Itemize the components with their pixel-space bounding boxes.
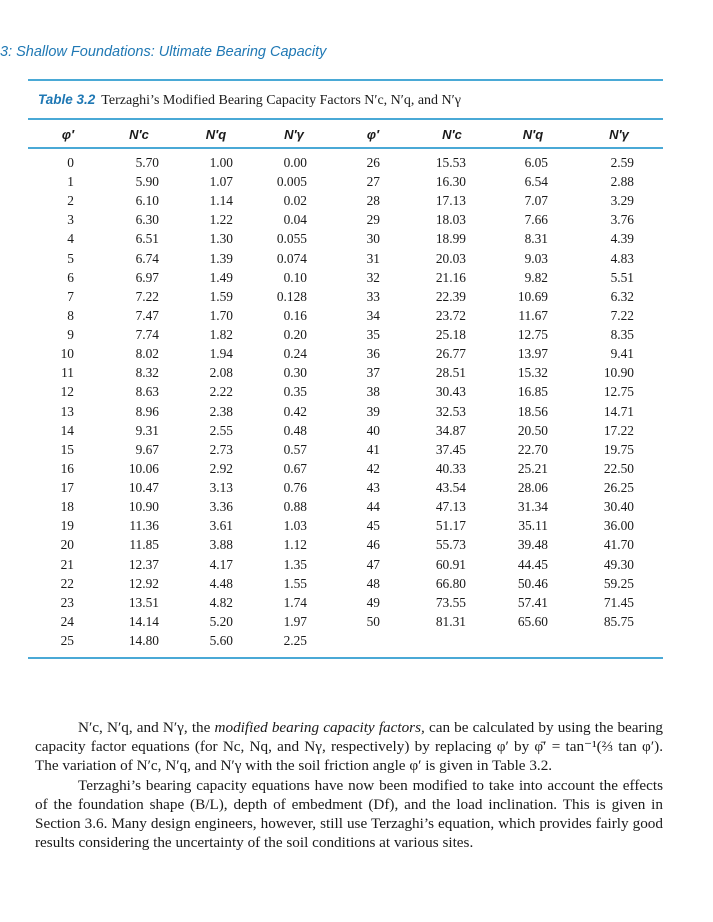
table-cell: 9.82 — [524, 269, 548, 285]
table-cell: 23 — [60, 594, 74, 610]
table-cell: 14.80 — [128, 633, 159, 648]
table-cell: 29 — [366, 212, 380, 228]
header-bottom-rule — [28, 147, 663, 149]
table-cell: 1.35 — [283, 556, 307, 572]
table-cell: 44.45 — [517, 556, 548, 572]
header-nc-left: N′c — [129, 127, 149, 142]
table-cell: 33 — [366, 288, 380, 304]
table-cell: 6.30 — [135, 212, 159, 228]
table-cell: 0.57 — [283, 441, 307, 457]
table-cell: 28 — [366, 193, 380, 209]
header-nq-left: N′q — [205, 127, 227, 142]
table-cell: 12.75 — [517, 327, 548, 343]
table-cell: 7.22 — [610, 307, 634, 323]
table-cell: 1.82 — [209, 327, 233, 343]
table-caption — [38, 92, 461, 109]
table-cell: 48 — [366, 575, 380, 591]
table-cell: 1.07 — [209, 174, 233, 190]
table-cell: 11.67 — [518, 307, 548, 323]
table-cell: 2.73 — [209, 441, 233, 457]
table-cell: 2.08 — [209, 365, 233, 381]
table-cell: 43 — [366, 480, 380, 496]
table-cell: 27 — [366, 174, 380, 190]
table-cell: 4.82 — [209, 594, 233, 610]
table-cell: 51.17 — [435, 518, 466, 534]
table-cell: 1.39 — [209, 250, 233, 266]
table-cell: 40 — [366, 422, 380, 438]
table-cell: 59.25 — [603, 575, 634, 591]
table-cell: 25.21 — [517, 460, 548, 476]
table-cell: 9.67 — [135, 441, 159, 457]
table-cell: 1.49 — [209, 269, 233, 285]
table-cell: 0.10 — [283, 269, 307, 285]
table-cell: 18.03 — [435, 212, 466, 228]
table-cell: 36 — [366, 346, 380, 362]
table-cell: 19 — [60, 518, 74, 534]
table-cell: 35.11 — [518, 518, 548, 534]
table-cell: 22.70 — [517, 441, 548, 457]
table-cell: 22.50 — [603, 460, 634, 476]
table-cell: 6.97 — [135, 269, 159, 285]
table-cell: 17.13 — [435, 193, 466, 209]
table-cell: 1 — [67, 174, 74, 190]
table-cell: 36.00 — [603, 518, 634, 534]
table-cell: 1.94 — [209, 346, 233, 362]
table-cell: 4 — [67, 231, 74, 247]
table-cell: 10.90 — [603, 365, 634, 381]
table-cell: 11 — [61, 365, 74, 381]
header-top-rule — [28, 118, 663, 120]
table-cell: 1.22 — [209, 212, 233, 228]
table-cell: 1.97 — [283, 613, 307, 629]
table-cell: 14.14 — [128, 613, 159, 629]
table-bottom-rule — [28, 657, 663, 659]
table-cell: 1.74 — [283, 594, 307, 610]
table-cell: 3 — [67, 212, 74, 228]
table-cell: 81.31 — [435, 613, 466, 629]
table-cell: 47.13 — [435, 499, 466, 515]
table-cell: 0.42 — [283, 403, 307, 419]
table-cell: 15 — [60, 441, 74, 457]
table-cell: 0.20 — [283, 327, 307, 343]
table-cell: 10.06 — [128, 460, 159, 476]
table-cell: 38 — [366, 384, 380, 400]
table-cell: 4.17 — [209, 556, 233, 572]
table-cell: 1.00 — [209, 155, 233, 170]
table-cell: 10.90 — [128, 499, 159, 515]
table-cell: 13 — [60, 403, 74, 419]
table-cell: 12.92 — [128, 575, 159, 591]
table-cell: 7.22 — [135, 288, 159, 304]
table-cell: 0.005 — [276, 174, 307, 190]
table-cell: 3.36 — [209, 499, 233, 515]
table-cell: 65.60 — [517, 613, 548, 629]
table-cell: 5.70 — [135, 155, 159, 170]
header-nq-right: N′q — [522, 127, 544, 142]
table-cell: 55.73 — [435, 537, 466, 553]
table-cell: 49.30 — [603, 556, 634, 572]
table-cell: 6.10 — [135, 193, 159, 209]
header-ngamma-left: N′γ — [284, 127, 304, 142]
header-phi-right: φ′ — [366, 127, 380, 142]
table-cell: 73.55 — [435, 594, 466, 610]
table-cell: 45 — [366, 518, 380, 534]
table-cell: 0.128 — [276, 288, 307, 304]
table-cell: 5 — [67, 250, 74, 266]
table-cell: 43.54 — [435, 480, 466, 496]
table-cell: 5.60 — [209, 633, 233, 648]
table-cell: 32.53 — [435, 403, 466, 419]
body-text — [35, 718, 663, 852]
table-cell: 26.25 — [603, 480, 634, 496]
table-cell: 3.88 — [209, 537, 233, 553]
table-cell: 7.74 — [135, 327, 159, 343]
table-cell: 2.38 — [209, 403, 233, 419]
table-cell: 44 — [366, 499, 380, 515]
table-cell: 41 — [366, 441, 380, 457]
table-cell: 6.54 — [524, 174, 548, 190]
table-cell: 30 — [366, 231, 380, 247]
table-cell: 23.72 — [435, 307, 466, 323]
table-cell: 46 — [366, 537, 380, 553]
table-cell: 8.32 — [135, 365, 159, 381]
table-cell: 0.30 — [283, 365, 307, 381]
table-cell: 9 — [67, 327, 74, 343]
table-cell: 4.83 — [610, 250, 634, 266]
table-cell: 18.99 — [435, 231, 466, 247]
table-cell: 5.90 — [135, 174, 159, 190]
table-cell: 22.39 — [435, 288, 466, 304]
table-cell: 9.31 — [135, 422, 159, 438]
table-cell: 66.80 — [435, 575, 466, 591]
table-cell: 25.18 — [435, 327, 466, 343]
table-cell: 1.30 — [209, 231, 233, 247]
table-cell: 4.39 — [610, 231, 634, 247]
table-cell: 21.16 — [435, 269, 466, 285]
table-cell: 1.03 — [283, 518, 307, 534]
table-cell: 8.63 — [135, 384, 159, 400]
table-cell: 34 — [366, 307, 380, 323]
table-cell: 7.47 — [135, 307, 159, 323]
table-cell: 37.45 — [435, 441, 466, 457]
table-cell: 14.71 — [603, 403, 634, 419]
table-cell: 5.20 — [209, 613, 233, 629]
table-cell: 50.46 — [517, 575, 548, 591]
table-cell: 18 — [60, 499, 74, 515]
header-ngamma-right: N′γ — [609, 127, 629, 142]
table-number: Table 3.2 — [38, 92, 96, 107]
table-cell: 0.074 — [276, 250, 307, 266]
table-cell: 39.48 — [517, 537, 548, 553]
table-cell: 6.32 — [610, 288, 634, 304]
table-title: Terzaghi’s Modified Bearing Capacity Factors N′c, N′q, and N′γ — [101, 93, 461, 108]
table-cell: 1.70 — [209, 307, 233, 323]
table-cell: 0.76 — [283, 480, 307, 496]
table-cell: 3.76 — [610, 212, 634, 228]
table-cell: 8.31 — [524, 231, 548, 247]
table-cell: 8.35 — [610, 327, 634, 343]
table-cell: 57.41 — [517, 594, 548, 610]
table-cell: 0.00 — [283, 155, 307, 170]
table-cell: 16.30 — [435, 174, 466, 190]
table-cell: 9.03 — [524, 250, 548, 266]
table-cell: 1.59 — [209, 288, 233, 304]
table-cell: 50 — [366, 613, 380, 629]
table-cell: 47 — [366, 556, 380, 572]
table-cell: 13.97 — [517, 346, 548, 362]
paragraph-1: N′c, N′q, and N′γ, the modified bearing capacity factors, can be calculated by using the bearing capacity factor equations (for Nc, Nq, and Nγ, respectively) by replacing φ′ by φ̄′ = tan⁻¹(⅔ tan φ′). The variation of N′c, N′q, and N′γ with the soil friction angle φ′ is given in Table 3.2. — [35, 719, 664, 775]
table-cell: 6.05 — [524, 155, 548, 170]
table-cell: 7.66 — [524, 212, 548, 228]
table-cell: 18.56 — [517, 403, 548, 419]
table-cell: 10.47 — [128, 480, 159, 496]
table-cell: 2.88 — [610, 174, 634, 190]
table-cell: 11.36 — [129, 518, 159, 534]
table-cell: 10 — [60, 346, 74, 362]
table-cell: 6 — [67, 269, 74, 285]
table-cell: 25 — [60, 633, 74, 648]
table-cell: 26.77 — [435, 346, 466, 362]
table-cell: 8.96 — [135, 403, 159, 419]
table-cell: 2.92 — [209, 460, 233, 476]
table-cell: 42 — [366, 460, 380, 476]
table-cell: 15.53 — [435, 155, 466, 170]
table-cell: 5.51 — [610, 269, 634, 285]
table-cell: 20.50 — [517, 422, 548, 438]
table-cell: 6.51 — [135, 231, 159, 247]
table-cell: 9.41 — [610, 346, 634, 362]
table-cell: 0.055 — [276, 231, 307, 247]
table-cell: 2.22 — [209, 384, 233, 400]
table-cell: 30.40 — [603, 499, 634, 515]
table-cell: 32 — [366, 269, 380, 285]
table-cell: 40.33 — [435, 460, 466, 476]
table-cell: 7 — [67, 288, 74, 304]
paragraph-2: Terzaghi’s bearing capacity equations have now been modified to take into account the effects of the foundation shape (B/L), depth of embedment (Df), and the load inclination. This is given in Section 3.6. Many design engineers, however, still use Terzaghi’s equation, which provides fairly good results considering the uncertainty of the soil conditions at various sites. — [35, 776, 663, 852]
table-cell: 49 — [366, 594, 380, 610]
table-cell: 35 — [366, 327, 380, 343]
header-nc-right: N′c — [442, 127, 462, 142]
top-rule — [28, 79, 663, 81]
table-cell: 31.34 — [517, 499, 548, 515]
table-cell: 0.04 — [283, 212, 307, 228]
table-cell: 85.75 — [603, 613, 634, 629]
table-cell: 0.67 — [283, 460, 307, 476]
table-cell: 20.03 — [435, 250, 466, 266]
table-cell: 2.59 — [610, 155, 634, 170]
table-cell: 11.85 — [129, 537, 159, 553]
table-cell: 4.48 — [209, 575, 233, 591]
table-cell: 12.37 — [128, 556, 159, 572]
table-cell: 0.48 — [283, 422, 307, 438]
table-cell: 34.87 — [435, 422, 466, 438]
table-cell: 26 — [366, 155, 380, 170]
table-cell: 1.14 — [209, 193, 233, 209]
table-cell: 3.29 — [610, 193, 634, 209]
table-cell: 1.55 — [283, 575, 307, 591]
table-cell: 2.55 — [209, 422, 233, 438]
table-cell: 21 — [60, 556, 74, 572]
table-cell: 2.25 — [283, 633, 307, 648]
table-cell: 14 — [60, 422, 74, 438]
table-cell: 17 — [60, 480, 74, 496]
table-cell: 0.35 — [283, 384, 307, 400]
table-cell: 0.88 — [283, 499, 307, 515]
table-cell: 2 — [67, 193, 74, 209]
table-cell: 28.06 — [517, 480, 548, 496]
table-cell: 22 — [60, 575, 74, 591]
table-cell: 31 — [366, 250, 380, 266]
table-cell: 37 — [366, 365, 380, 381]
table-cell: 0 — [67, 155, 74, 170]
table-cell: 3.61 — [209, 518, 233, 534]
table-cell: 8.02 — [135, 346, 159, 362]
table-cell: 60.91 — [435, 556, 466, 572]
table-cell: 15.32 — [517, 365, 548, 381]
table-cell: 10.69 — [517, 288, 548, 304]
table-cell: 6.74 — [135, 250, 159, 266]
table-cell: 16.85 — [517, 384, 548, 400]
table-cell: 17.22 — [603, 422, 634, 438]
table-cell: 41.70 — [603, 537, 634, 553]
table-cell: 3.13 — [209, 480, 233, 496]
table-cell: 39 — [366, 403, 380, 419]
table-cell: 28.51 — [435, 365, 466, 381]
table-cell: 16 — [60, 460, 74, 476]
table-cell: 1.12 — [283, 537, 307, 553]
table-cell: 19.75 — [603, 441, 634, 457]
header-phi-left: φ′ — [61, 127, 75, 142]
table-cell: 30.43 — [435, 384, 466, 400]
table-cell: 0.24 — [283, 346, 307, 362]
running-header: 3: Shallow Foundations: Ultimate Bearing Capacity — [0, 44, 327, 60]
table-cell: 20 — [60, 537, 74, 553]
table-cell: 71.45 — [603, 594, 634, 610]
table-cell: 0.02 — [283, 193, 307, 209]
table-cell: 12 — [60, 384, 74, 400]
table-cell: 24 — [60, 613, 74, 629]
table-cell: 12.75 — [603, 384, 634, 400]
table-cell: 13.51 — [128, 594, 159, 610]
table-cell: 0.16 — [283, 307, 307, 323]
table-cell: 8 — [67, 307, 74, 323]
table-cell: 7.07 — [524, 193, 548, 209]
